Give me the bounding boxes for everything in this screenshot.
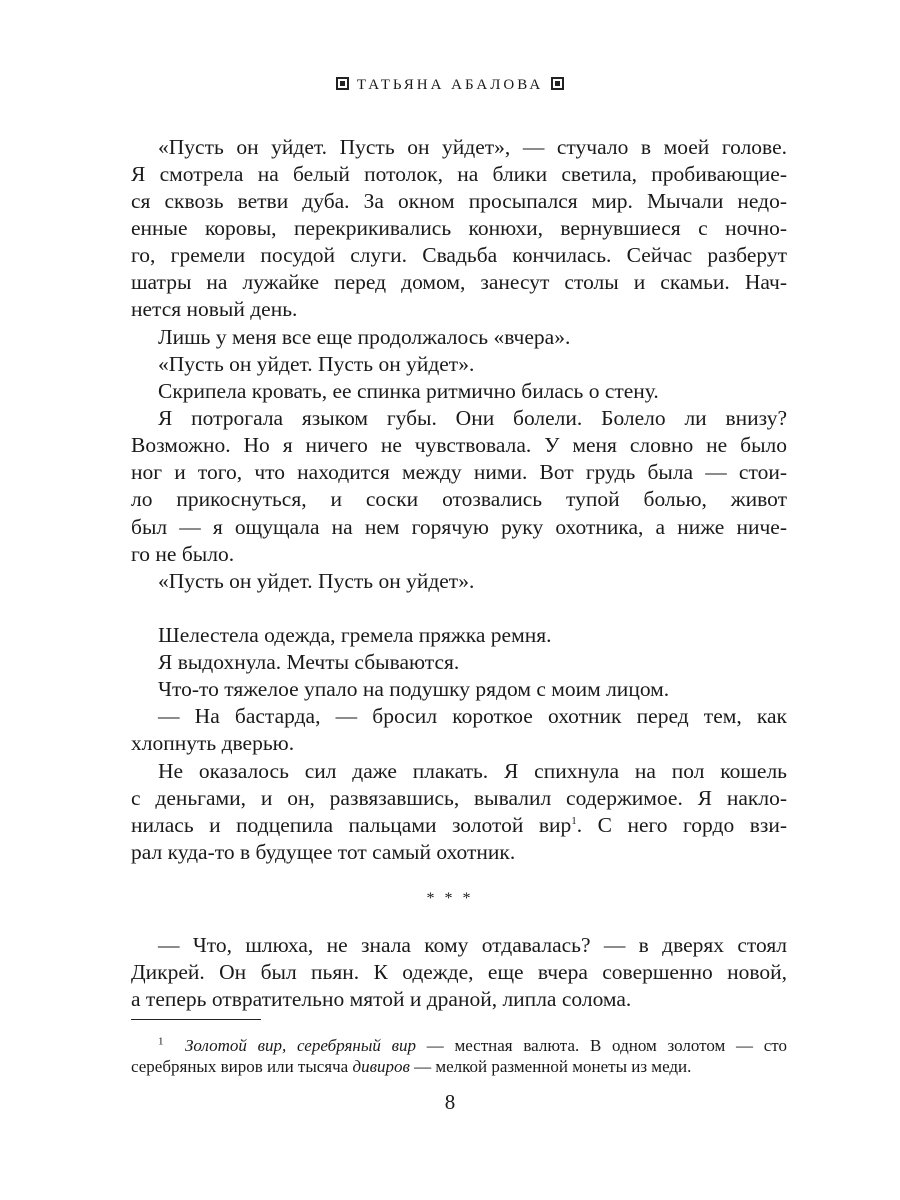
running-title: ТАТЬЯНА АБАЛОВА xyxy=(356,77,544,93)
text-line: нется новый день. xyxy=(131,297,298,321)
text-line: хлопнуть дверью. xyxy=(131,731,295,755)
text-line: — На бастарда, — бросил короткое охотник перед тем, как xyxy=(158,704,787,728)
text-line: — Что, шлюха, не знала кому отдавалась? — в дверях стоял xyxy=(158,933,787,957)
text-line: Я смотрела на белый потолок, на блики светила, пробивающие- xyxy=(131,162,787,186)
footnote-text: серебряных виров или тысяча xyxy=(131,1057,353,1076)
running-header xyxy=(0,74,900,96)
footnote-text: — местная валюта. В одном золотом — сто xyxy=(415,1036,788,1055)
text-segment: . С него гордо взи- xyxy=(576,813,788,837)
text-line xyxy=(131,812,787,839)
text-line: с деньгами, и он, развязавшись, вывалил содержимое. Я накло- xyxy=(131,786,787,810)
text-line: «Пусть он уйдет. Пусть он уйдет». xyxy=(158,352,475,376)
text-line: шатры на лужайке перед домом, занесут столы и скамьи. Нач- xyxy=(131,270,787,294)
text-line: енные коровы, перекрикивались конюхи, вернувшиеся с ночно- xyxy=(131,216,787,240)
text-line: Я потрогала языком губы. Они болели. Болело ли внизу? xyxy=(158,406,787,430)
text-line: Не оказалось сил даже плакать. Я спихнула на пол кошель xyxy=(158,759,787,783)
text-line: Скрипела кровать, ее спинка ритмично билась о стену. xyxy=(158,379,659,403)
text-line: ло прикоснуться, и соски отозвались тупой болью, живот xyxy=(131,487,787,511)
footnote-marker: 1 xyxy=(158,1035,164,1048)
text-line: Что-то тяжелое упало на подушку рядом с моим лицом. xyxy=(158,677,670,701)
text-line: го, гремели посудой слуги. Свадьба кончилась. Сейчас разберут xyxy=(131,243,787,267)
text-line: Лишь у меня все еще продолжалось «вчера». xyxy=(158,325,571,349)
text-line: Возможно. Но я ничего не чувствовала. У меня словно не было xyxy=(131,433,787,457)
text-line: «Пусть он уйдет. Пусть он уйдет». xyxy=(158,569,475,593)
ornament-icon xyxy=(551,77,564,90)
section-break: * * * xyxy=(426,890,474,907)
text-line: Дикрей. Он был пьян. К одежде, еще вчера совершенно новой, xyxy=(131,960,787,984)
page-number: 8 xyxy=(444,1090,456,1114)
footnote-line xyxy=(158,1035,787,1056)
text-line: ног и того, что находится между ними. Вот грудь была — стои- xyxy=(131,460,787,484)
text-line: го не было. xyxy=(131,542,235,566)
footnote-italic: Золотой вир, серебряный вир xyxy=(184,1036,416,1055)
text-line: был — я ощущала на нем горячую руку охотника, а ниже ниче- xyxy=(131,515,787,539)
text-line: «Пусть он уйдет. Пусть он уйдет», — стучало в моей голове. xyxy=(158,135,787,159)
footnote-italic: дивиров xyxy=(352,1057,410,1076)
text-line: Шелестела одежда, гремела пряжка ремня. xyxy=(158,623,552,647)
text-line: а теперь отвратительно мятой и драной, липла солома. xyxy=(131,987,632,1011)
ornament-icon xyxy=(336,77,349,90)
text-line: Я выдохнула. Мечты сбываются. xyxy=(158,650,460,674)
footnote-ref[interactable]: 1 xyxy=(571,814,577,827)
footnote-text: — мелкой разменной монеты из меди. xyxy=(409,1057,692,1076)
text-line: ся сквозь ветви дуба. За окном просыпался мир. Мычали недо- xyxy=(131,189,787,213)
footnote-divider xyxy=(131,1019,261,1020)
footnote-line xyxy=(131,1056,787,1077)
text-line: рал куда-то в будущее тот самый охотник. xyxy=(131,840,516,864)
text-segment: нилась и подцепила пальцами золотой вир xyxy=(131,813,572,837)
